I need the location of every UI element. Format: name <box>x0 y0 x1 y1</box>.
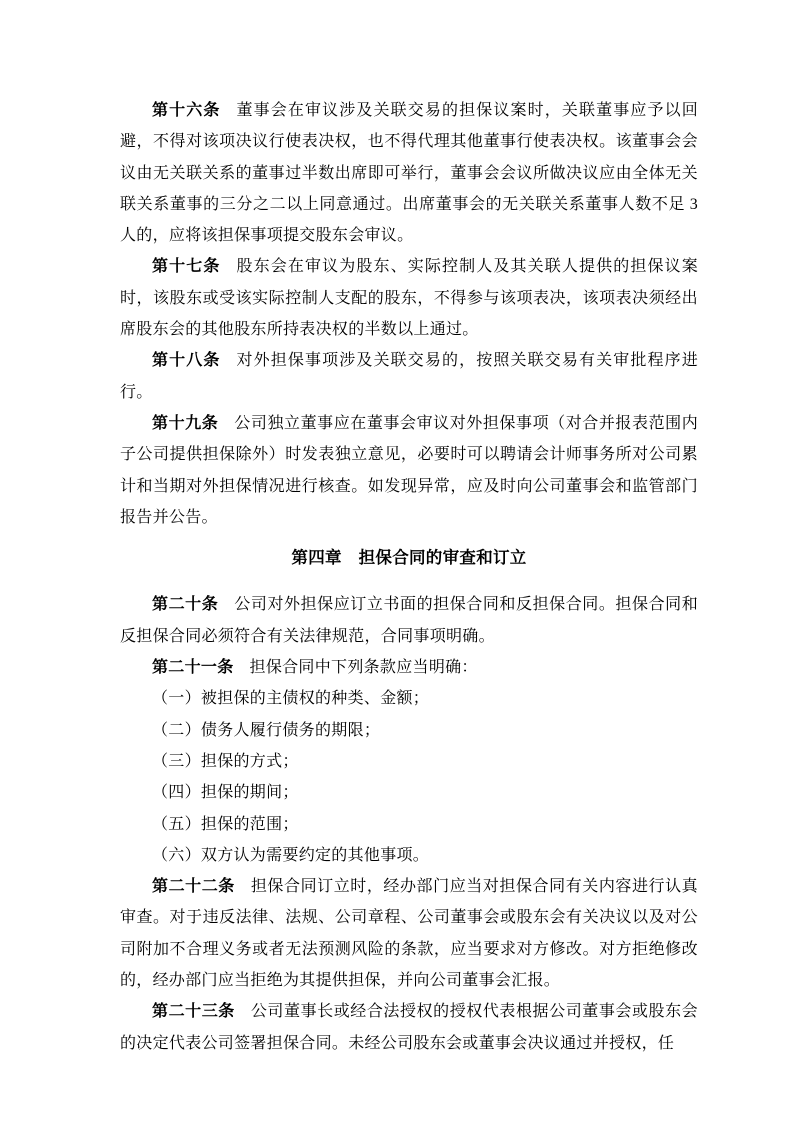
article-20-paragraph <box>120 589 698 652</box>
article-21-item-6: （六）双方认为需要约定的其他事项。 <box>152 846 430 864</box>
article-21-item-3: （三）担保的方式； <box>152 752 299 770</box>
article-21-text: 担保合同中下列条款应当明确： <box>249 659 478 677</box>
article-21-item-4: （四）担保的期间； <box>152 784 299 802</box>
article-21-item-5: （五）担保的范围； <box>152 815 299 833</box>
article-19-text: 公司独立董事应在董事会审议对外担保事项（对合并报表范围内子公司提供担保除外）时发表独立意见，必要时可以聘请会计师事务所对公司累计和当期对外担保情况进行核查。如发现异常，应及时向公司董事会和监管部门报告并公告。 <box>120 414 699 526</box>
article-22-paragraph <box>120 871 698 996</box>
article-21-item-1: （一）被担保的主债权的种类、金额； <box>152 690 430 708</box>
article-23-number: 第二十三条 <box>152 1003 235 1021</box>
article-20-text: 公司对外担保应订立书面的担保合同和反担保合同。担保合同和反担保合同必须符合有关法律规范，合同事项明确。 <box>120 596 699 645</box>
article-18-number: 第十八条 <box>152 352 221 370</box>
article-21-item-2: （二）债务人履行债务的期限； <box>152 721 381 739</box>
article-21-paragraph <box>120 652 698 683</box>
article-16-text: 董事会在审议涉及关联交易的担保议案时，关联董事应予以回避，不得对该项决议行使表决权，也不得代理其他董事行使表决权。该董事会会议由无关联关系的董事过半数出席即可举行，董事会会议所做决议应由全体无关联关系董事的三分之二以上同意通过。出席董事会的无关联关系董事人数不足 3 人的，应将该担保事项提交股东会审议。 <box>120 102 698 245</box>
chapter-heading: 第四章 担保合同的审查和订立 <box>291 548 527 568</box>
article-23-paragraph <box>120 996 698 1059</box>
article-22-text: 担保合同订立时，经办部门应当对担保合同有关内容进行认真审查。对于违反法律、法规、公司章程、公司董事会或股东会有关决议以及对公司附加不合理义务或者无法预测风险的条款，应当要求对方修改。对方拒绝修改的，经办部门应当拒绝为其提供担保，并向公司董事会汇报。 <box>120 878 698 990</box>
article-16-number: 第十六条 <box>152 102 221 119</box>
article-19-paragraph <box>120 408 698 533</box>
article-16-paragraph <box>120 95 698 251</box>
article-20-number: 第二十条 <box>152 596 219 614</box>
article-19-number: 第十九条 <box>152 414 219 432</box>
article-18-text: 对外担保事项涉及关联交易的，按照关联交易有关审批程序进行。 <box>120 352 698 401</box>
article-17-text: 股东会在审议为股东、实际控制人及其关联人提供的担保议案时，该股东或受该实际控制人支配的股东，不得参与该项表决，该项表决须经出席股东会的其他股东所持表决权的半数以上通过。 <box>120 258 698 339</box>
article-18-paragraph <box>120 345 698 408</box>
article-17-number: 第十七条 <box>152 258 221 276</box>
article-21-number: 第二十一条 <box>152 659 234 677</box>
article-17-paragraph <box>120 251 698 345</box>
article-22-number: 第二十二条 <box>152 878 235 896</box>
article-23-text: 公司董事长或经合法授权的授权代表根据公司董事会或股东会的决定代表公司签署担保合同。未经公司股东会或董事会决议通过并授权，任 <box>120 1003 698 1052</box>
page-content <box>120 95 698 1059</box>
